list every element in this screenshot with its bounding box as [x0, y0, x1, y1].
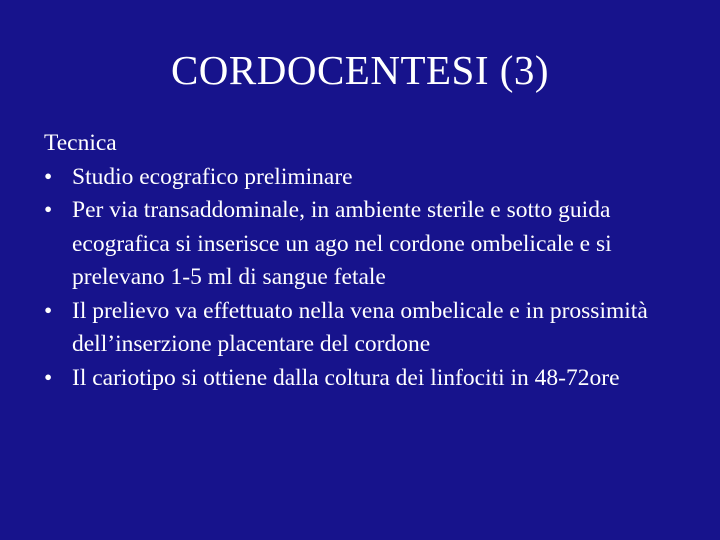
bullet-icon: •: [44, 364, 53, 391]
bullet-item: [44, 295, 684, 362]
bullet-item: [44, 194, 684, 295]
slide-title: CORDOCENTESI (3): [170, 47, 550, 93]
slide-body: [44, 127, 684, 395]
bullet-item: [44, 161, 684, 195]
bullet-icon: •: [44, 197, 53, 223]
bullet-text: Il prelievo va effettuato nella vena ombelicale e in prossimità dell’inserzione placentare del cordone: [72, 297, 648, 357]
bullet-icon: •: [44, 163, 53, 190]
bullet-text: Il cariotipo si ottiene dalla coltura dei linfociti in 48-72ore: [72, 364, 620, 391]
bullet-text: Per via transaddominale, in ambiente sterile e sotto guida ecografica si inserisce un ago nel cordone ombelicale e si prelevano 1-5 ml di sangue fetale: [72, 197, 612, 290]
bullet-list: [44, 161, 684, 396]
bullet-icon: •: [44, 297, 53, 324]
section-heading: Tecnica: [44, 130, 117, 156]
bullet-text: Studio ecografico preliminare: [72, 163, 353, 190]
bullet-item: [44, 362, 684, 396]
